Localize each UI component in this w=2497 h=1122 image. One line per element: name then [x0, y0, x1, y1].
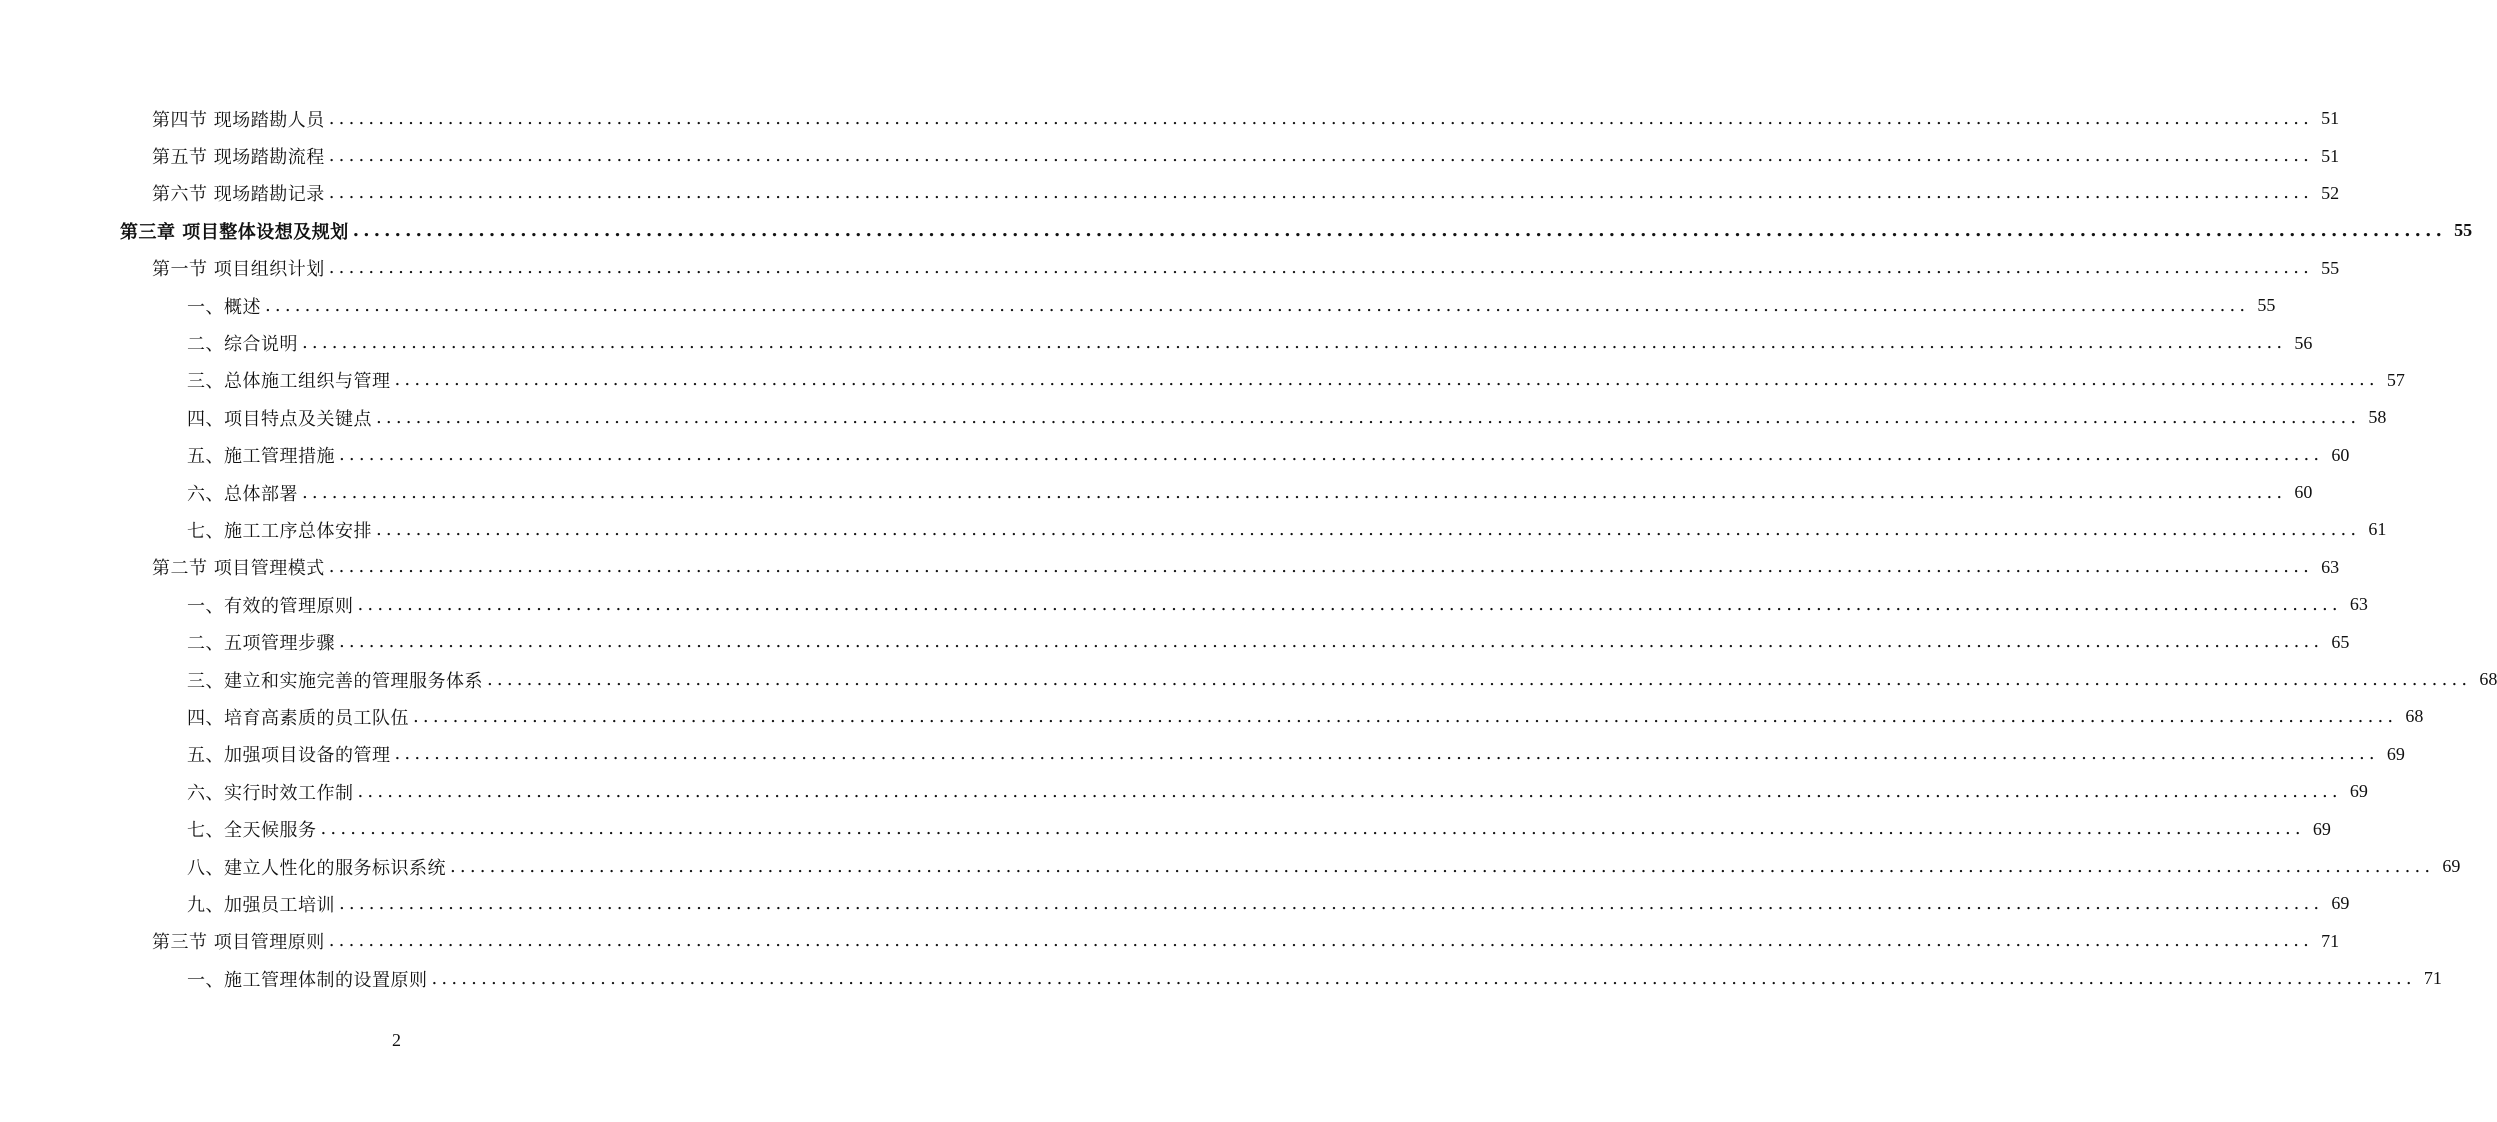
- toc-entry-page: 55: [2454, 220, 2473, 241]
- table-of-contents: [0, 100, 2497, 997]
- toc-entry-label: 第六节 现场踏勘记录: [152, 184, 325, 206]
- toc-entry-label: 二、五项管理步骤: [187, 633, 335, 655]
- toc-subsection-entry[interactable]: [0, 287, 2276, 324]
- toc-entry-page: 57: [2386, 369, 2405, 390]
- toc-dot-leader: ........................................................................................................................................................................................................: [357, 780, 2342, 802]
- toc-section-entry[interactable]: [0, 100, 2340, 137]
- toc-dot-leader: ........................................................................................................................................................................................................: [339, 631, 2324, 653]
- toc-dot-leader: ........................................................................................................................................................................................................: [302, 481, 2287, 503]
- toc-entry-label: 八、建立人性化的服务标识系统: [187, 857, 446, 879]
- toc-entry-page: 63: [2321, 556, 2340, 577]
- toc-dot-leader: ........................................................................................................................................................................................................: [431, 967, 2416, 989]
- toc-section-entry[interactable]: [0, 923, 2340, 960]
- toc-dot-leader: ........................................................................................................................................................................................................: [328, 930, 2314, 952]
- toc-entry-label: 九、加强员工培训: [187, 894, 335, 916]
- toc-dot-leader: ........................................................................................................................................................................................................: [450, 855, 2435, 877]
- toc-subsection-entry[interactable]: [0, 810, 2331, 847]
- toc-subsection-entry[interactable]: [0, 586, 2368, 623]
- toc-dot-leader: ........................................................................................................................................................................................................: [265, 294, 2250, 316]
- toc-subsection-entry[interactable]: [0, 736, 2405, 773]
- toc-subsection-entry[interactable]: [0, 324, 2313, 361]
- toc-entry-page: 68: [2479, 669, 2497, 690]
- toc-entry-page: 56: [2294, 332, 2313, 353]
- toc-dot-leader: ........................................................................................................................................................................................................: [376, 406, 2361, 428]
- toc-subsection-entry[interactable]: [0, 885, 2350, 922]
- toc-section-entry[interactable]: [0, 175, 2340, 212]
- toc-subsection-entry[interactable]: [0, 773, 2368, 810]
- toc-entry-page: 69: [2331, 893, 2350, 914]
- toc-entry-page: 58: [2368, 407, 2387, 428]
- toc-entry-page: 69: [2442, 856, 2461, 876]
- toc-dot-leader: ........................................................................................................................................................................................................: [339, 892, 2324, 914]
- toc-entry-label: 四、培育高素质的员工队伍: [187, 707, 409, 729]
- toc-entry-page: 52: [2321, 182, 2340, 203]
- toc-entry-page: 55: [2257, 295, 2276, 316]
- toc-entry-label: 一、有效的管理原则: [187, 595, 354, 617]
- toc-entry-label: 第三章 项目整体设想及规划: [120, 221, 349, 243]
- toc-dot-leader: ........................................................................................................................................................................................................: [357, 593, 2342, 615]
- toc-entry-page: 69: [2312, 818, 2331, 839]
- toc-entry-label: 第三节 项目管理原则: [152, 932, 325, 954]
- toc-section-entry[interactable]: [0, 549, 2340, 586]
- toc-dot-leader: ........................................................................................................................................................................................................: [487, 668, 2472, 690]
- toc-dot-leader: ........................................................................................................................................................................................................: [328, 182, 2314, 204]
- toc-entry-label: 第四节 现场踏勘人员: [152, 109, 325, 131]
- toc-entry-page: 69: [2349, 781, 2368, 802]
- toc-entry-label: 七、施工工序总体安排: [187, 520, 372, 542]
- toc-entry-label: 第二节 项目管理模式: [152, 558, 325, 580]
- toc-subsection-entry[interactable]: [0, 848, 2461, 885]
- toc-entry-label: 六、总体部署: [187, 483, 298, 505]
- toc-entry-label: 第一节 项目组织计划: [152, 259, 325, 281]
- toc-subsection-entry[interactable]: [0, 661, 2497, 698]
- toc-subsection-entry[interactable]: [0, 362, 2405, 399]
- toc-entry-label: 一、概述: [187, 296, 261, 318]
- toc-entry-page: 60: [2294, 482, 2313, 503]
- toc-entry-label: 三、总体施工组织与管理: [187, 371, 391, 393]
- toc-entry-page: 71: [2321, 930, 2340, 951]
- toc-entry-label: 第五节 现场踏勘流程: [152, 147, 325, 169]
- toc-entry-page: 51: [2321, 108, 2340, 129]
- toc-entry-label: 五、加强项目设备的管理: [187, 745, 391, 767]
- toc-entry-label: 四、项目特点及关键点: [187, 408, 372, 430]
- toc-entry-page: 71: [2423, 968, 2442, 989]
- toc-dot-leader: ........................................................................................................................................................................................................: [339, 444, 2324, 466]
- toc-subsection-entry[interactable]: [0, 437, 2350, 474]
- toc-dot-leader: ........................................................................................................................................................................................................: [320, 818, 2305, 840]
- toc-dot-leader: ........................................................................................................................................................................................................: [328, 107, 2314, 129]
- toc-entry-label: 六、实行时效工作制: [187, 782, 354, 804]
- toc-subsection-entry[interactable]: [0, 623, 2350, 660]
- toc-subsection-entry[interactable]: [0, 474, 2313, 511]
- toc-section-entry[interactable]: [0, 250, 2340, 287]
- toc-dot-leader: ........................................................................................................................................................................................................: [394, 743, 2379, 765]
- toc-entry-label: 五、施工管理措施: [187, 446, 335, 468]
- toc-entry-page: 55: [2321, 257, 2340, 278]
- toc-entry-label: 二、综合说明: [187, 334, 298, 356]
- toc-entry-page: 68: [2405, 706, 2424, 727]
- toc-entry-page: 60: [2331, 444, 2350, 465]
- toc-dot-leader: ........................................................................................................................................................................................................: [352, 219, 2447, 241]
- toc-entry-page: 61: [2368, 519, 2387, 540]
- toc-subsection-entry[interactable]: [0, 399, 2387, 436]
- toc-dot-leader: ........................................................................................................................................................................................................: [394, 369, 2379, 391]
- page-number: 2: [392, 1030, 401, 1050]
- toc-entry-page: 63: [2349, 594, 2368, 615]
- toc-dot-leader: ........................................................................................................................................................................................................: [302, 332, 2287, 354]
- toc-entry-page: 51: [2321, 145, 2340, 166]
- toc-dot-leader: ........................................................................................................................................................................................................: [328, 556, 2314, 578]
- toc-entry-label: 三、建立和实施完善的管理服务体系: [187, 670, 483, 692]
- toc-subsection-entry[interactable]: [0, 960, 2442, 997]
- toc-dot-leader: ........................................................................................................................................................................................................: [328, 257, 2314, 279]
- toc-dot-leader: ........................................................................................................................................................................................................: [328, 145, 2314, 167]
- toc-chapter-entry[interactable]: [0, 212, 2473, 249]
- toc-entry-page: 69: [2386, 743, 2405, 764]
- toc-entry-label: 一、施工管理体制的设置原则: [187, 969, 428, 991]
- toc-entry-page: 65: [2331, 631, 2350, 652]
- toc-dot-leader: ........................................................................................................................................................................................................: [376, 518, 2361, 540]
- toc-subsection-entry[interactable]: [0, 511, 2387, 548]
- toc-dot-leader: ........................................................................................................................................................................................................: [413, 705, 2398, 727]
- toc-entry-label: 七、全天候服务: [187, 820, 317, 842]
- toc-subsection-entry[interactable]: [0, 698, 2424, 735]
- toc-section-entry[interactable]: [0, 137, 2340, 174]
